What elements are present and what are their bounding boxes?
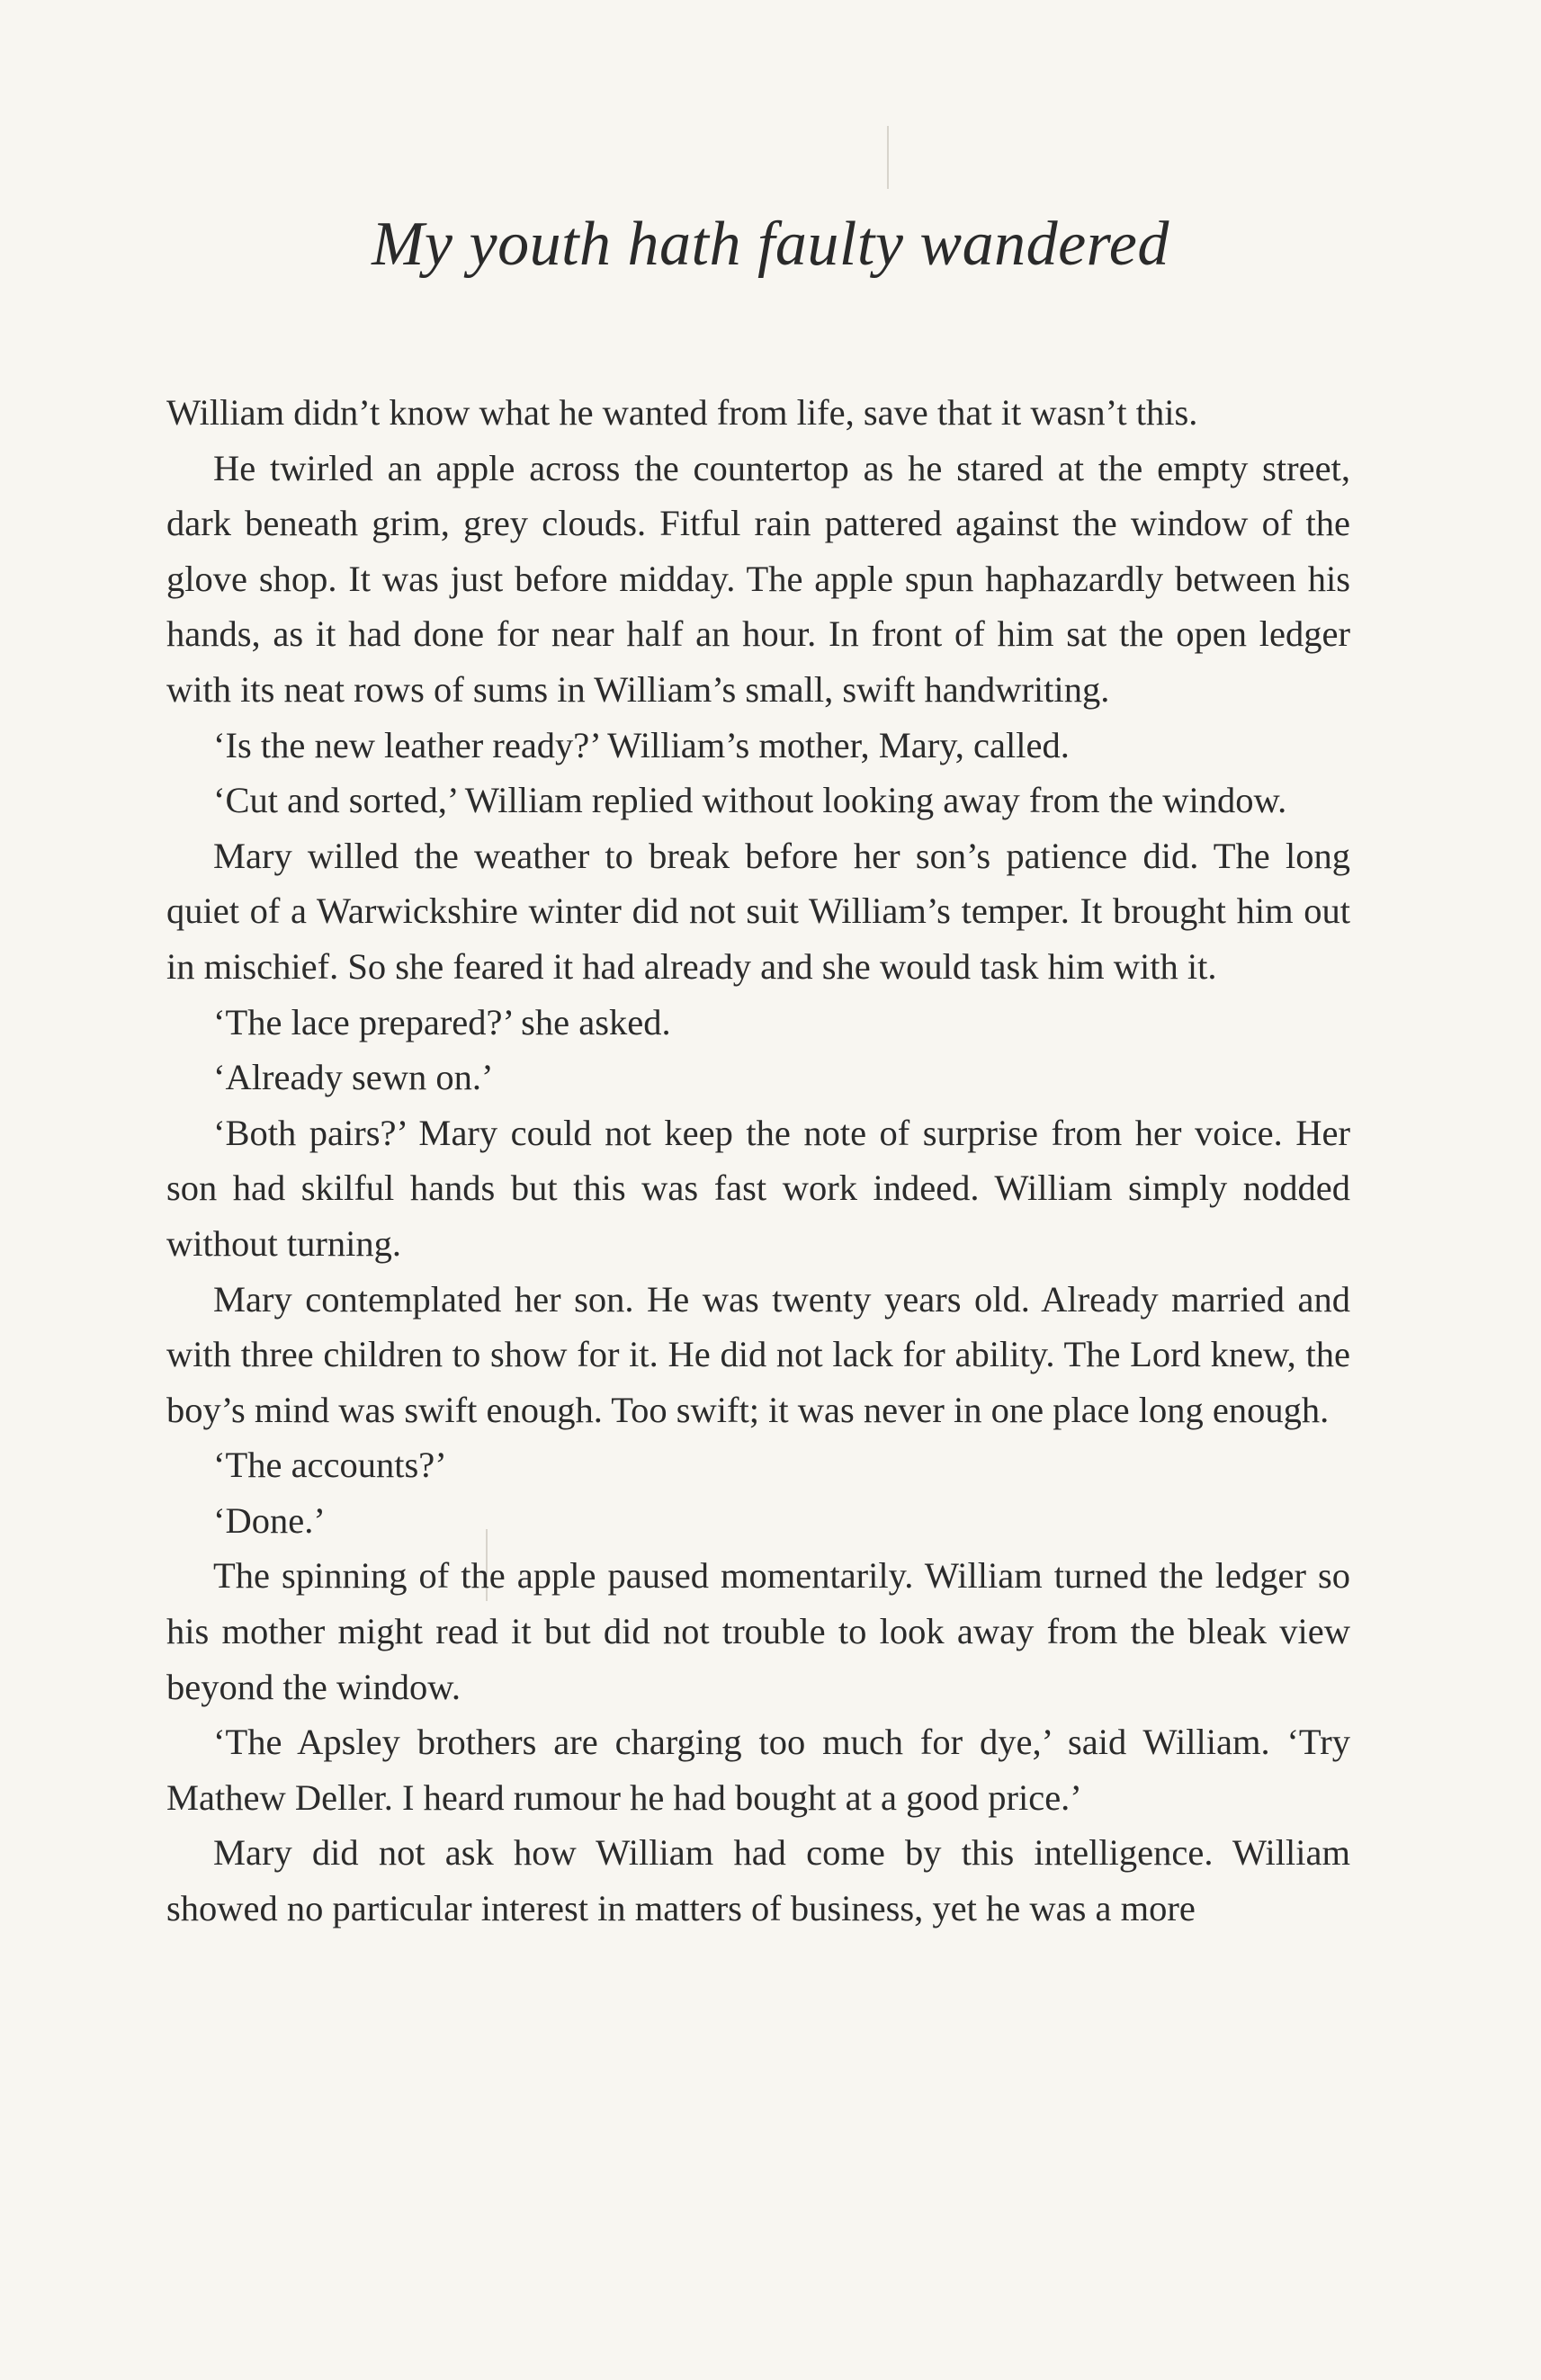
paragraph-2: He twirled an apple across the countertop as he stared at the empty street, dark beneath grim, grey clouds. Fitful rain pattered against the window of the glove shop. It was just before midday. The apple spun haphazardly between his hands, as it had done for near half an hour. In front of him sat the open ledger with its neat rows of sums in William’s small, swift handwriting.	[166, 447, 1350, 710]
paragraph-7: ‘Already sewn on.’	[213, 1057, 494, 1098]
chapter-title: My youth hath faulty wandered	[372, 210, 1169, 279]
paragraph-10: ‘The accounts?’	[213, 1445, 447, 1486]
paragraph-5: Mary willed the weather to break before her son’s patience did. The long quiet of a Warwickshire winter did not suit William’s temper. It brought him out in mischief. So she feared it had already and she would task him with it.	[166, 835, 1350, 987]
paragraph-6: ‘The lace prepared?’ she asked.	[213, 1001, 671, 1042]
paragraph-11: ‘Done.’	[213, 1499, 326, 1541]
chapter-body	[166, 385, 1350, 1937]
paragraph-4: ‘Cut and sorted,’ William replied without looking away from the window.	[213, 780, 1287, 821]
paragraph-13: ‘The Apsley brothers are charging too much for dye,’ said William. ‘Try Mathew Deller. I heard rumour he had bought at a good price.’	[166, 1722, 1350, 1818]
paragraph-1: William didn’t know what he wanted from life, save that it wasn’t this.	[166, 392, 1198, 433]
paragraph-14: Mary did not ask how William had come by this intelligence. William showed no particular interest in matters of business, yet he was a more	[166, 1832, 1350, 1929]
scan-artifact-top	[887, 126, 889, 189]
paragraph-9: Mary contemplated her son. He was twenty years old. Already married and with three children to show for it. He did not lack for ability. The Lord knew, the boy’s mind was swift enough. Too swift; it was never in one place long enough.	[166, 1278, 1350, 1430]
paragraph-12: The spinning of the apple paused momentarily. William turned the ledger so his mother might read it but did not trouble to look away from the bleak view beyond the window.	[166, 1555, 1350, 1707]
paragraph-8: ‘Both pairs?’ Mary could not keep the note of surprise from her voice. Her son had skilful hands but this was fast work indeed. William simply nodded without turning.	[166, 1112, 1350, 1264]
paragraph-3: ‘Is the new leather ready?’ William’s mother, Mary, called.	[213, 724, 1070, 765]
